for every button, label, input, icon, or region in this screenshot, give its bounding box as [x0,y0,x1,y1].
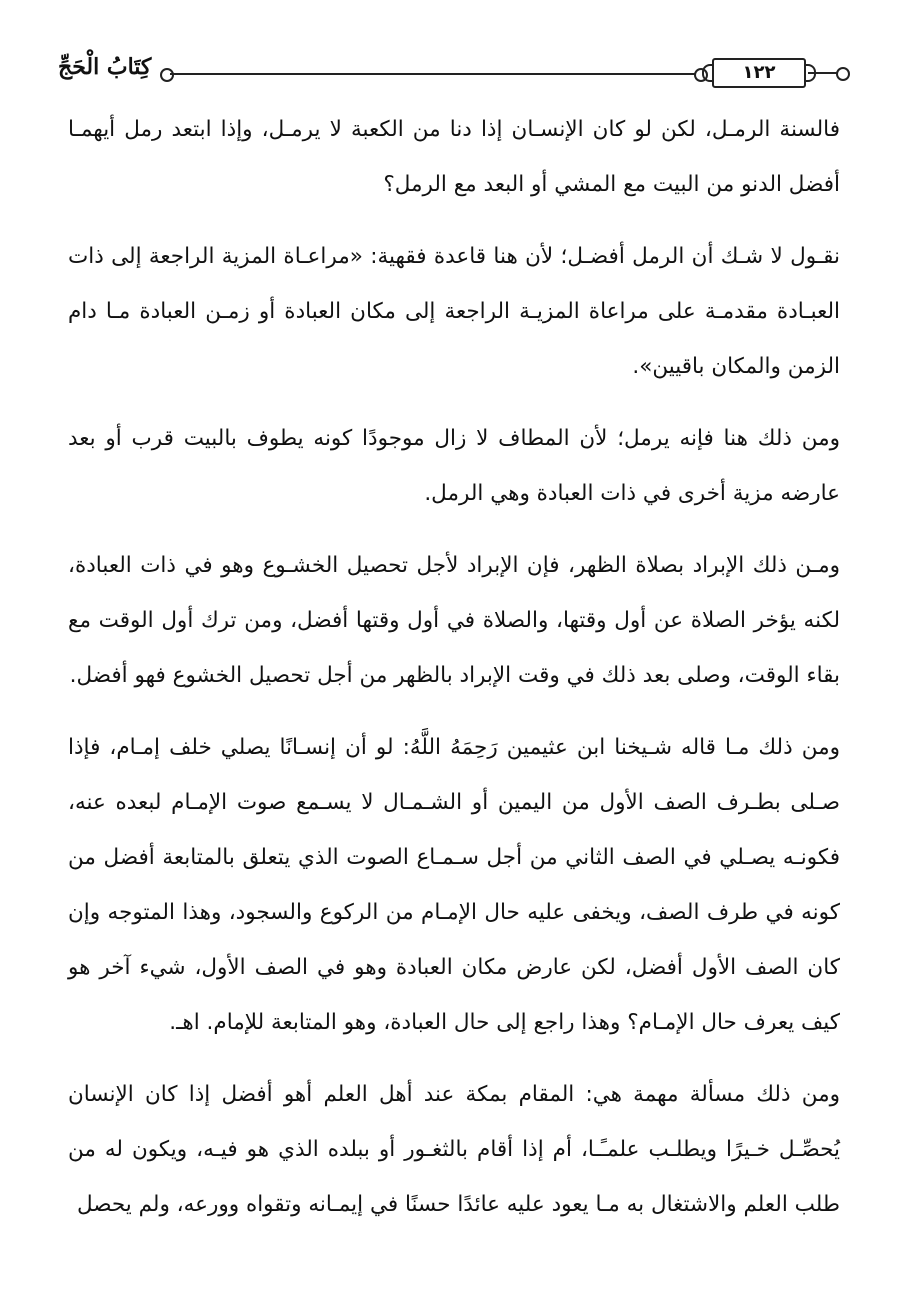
ornament-tail-icon [808,72,848,74]
page-body [68,102,840,1249]
paragraph: ومن ذلك هنا فإنه يرمل؛ لأن المطاف لا زال موجودًا كونه يطوف بالبيت قرب أو بعد عارضه مزية أخرى في ذات العبادة وهي الرمل. [68,426,840,506]
paragraph: ومـن ذلك الإبراد بصلاة الظهر، فإن الإبراد لأجل تحصيل الخشـوع وهو في ذات العبادة، لكنه يؤخر الصلاة عن أول وقتها، والصلاة في أول وقتها أفضل، ومن ترك أول الوقت مع بقاء الوقت، وصلى بعد ذلك في وقت الإبراد بالظهر من أجل تحصيل الخشوع فهو أفضل. [68,553,840,688]
paragraph: ومن ذلك مسألة مهمة هي: المقام بمكة عند أهل العلم أهو أفضل إذا كان الإنسان يُحصِّـل خـيرًا ويطلـب علمـًـا، أم إذا أقام بالثغـور أو ببلده الذي هو فيـه، ويكون له من طلب العلم والاشتغال به مـا يعود عليه عائدًا حسنًا في إيمـانه وتقواه وورعه، ولم يحصل [68,1082,840,1217]
header-rule [170,73,698,75]
ornament-left-icon [160,68,174,82]
paragraph: نقـول لا شـك أن الرمل أفضـل؛ لأن هنا قاعدة فقهية: «مراعـاة المزية الراجعة إلى ذات العبـادة مقدمـة على مراعاة المزيـة الراجعة إلى مكان العبادة أو زمـن العبادة مـا دام الزمن والمكان باقيين». [68,244,840,379]
paragraph: ومن ذلك مـا قاله شـيخنا ابن عثيمين رَحِمَهُ اللَّهُ: لو أن إنسـانًا يصلي خلف إمـام، فإذا صـلى بطـرف الصف الأول من اليمين أو الشـمـال لا يسـمع صوت الإمـام لبعده عنه، فكونـه يصـلي في الصف الثاني من أجل سـمـاع الصوت الذي يتعلق بالمتابعة أفضل من كونه في طرف الصف، ويخفى عليه حال الإمـام من الركوع والسجود، وهذا المتوجه وإن كان الصف الأول أفضل، لكن عارض مكان العبادة وهو في الصف الأول، شيء آخر هو كيف يعرف حال الإمـام؟ وهذا راجع إلى حال العبادة، وهو المتابعة للإمام. اهـ. [68,735,840,1035]
book-title: كِتَابُ الْحَجِّ [58,54,152,80]
page-header [58,52,848,96]
page-number: ١٢٢ [742,62,776,83]
page-number-badge [712,58,806,88]
paragraph: فالسنة الرمـل، لكن لو كان الإنسـان إذا دنا من الكعبة لا يرمـل، وإذا ابتعد رمل أيهمـا أفضل الدنو من البيت مع المشي أو البعد مع الرمل؟ [68,117,840,197]
